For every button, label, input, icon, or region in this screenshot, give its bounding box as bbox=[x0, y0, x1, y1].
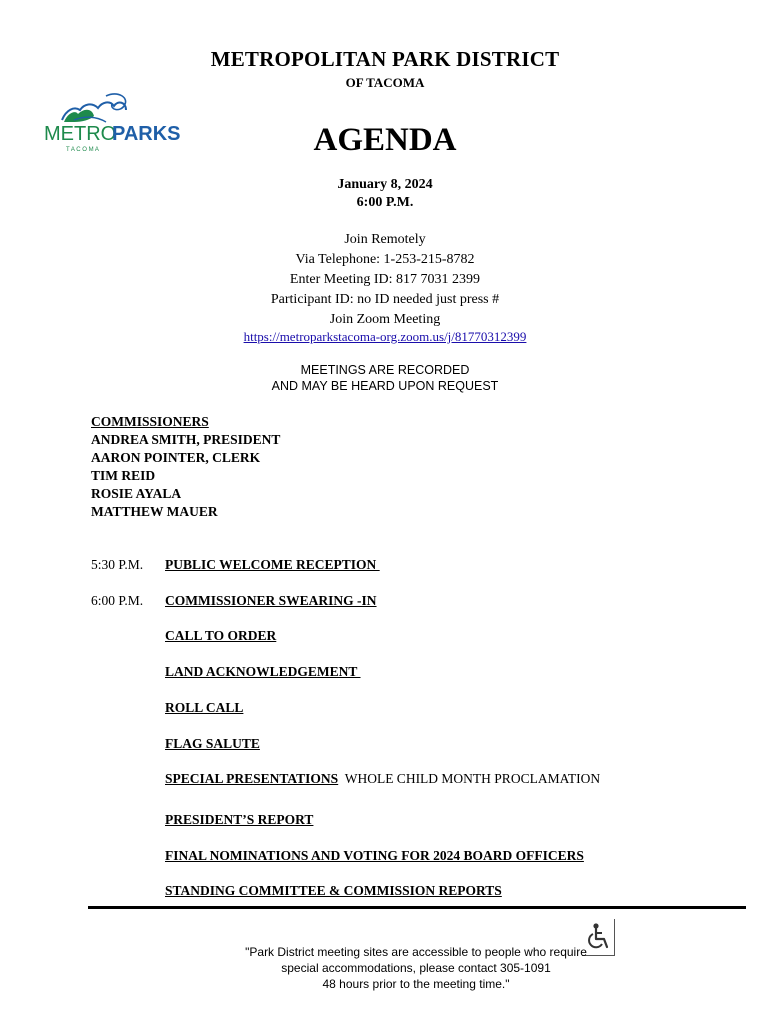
agenda-item-note: WHOLE CHILD MONTH PROCLAMATION bbox=[344, 771, 601, 786]
org-name: METROPOLITAN PARK DISTRICT bbox=[210, 47, 560, 71]
meeting-time: 6:00 P.M. bbox=[356, 195, 414, 210]
org-subtitle: OF TACOMA bbox=[345, 75, 425, 90]
commissioner-name: TIM REID bbox=[91, 468, 156, 483]
agenda-item: CALL TO ORDER bbox=[165, 628, 277, 643]
remote-line: Join Remotely bbox=[344, 232, 426, 247]
remote-line: Join Zoom Meeting bbox=[329, 312, 441, 327]
commissioner-name: ROSIE AYALA bbox=[91, 486, 182, 501]
commissioner-name: ANDREA SMITH, PRESIDENT bbox=[91, 432, 281, 447]
recording-notice-line: AND MAY BE HEARD UPON REQUEST bbox=[271, 379, 499, 393]
agenda-item: COMMISSIONER SWEARING -IN bbox=[165, 593, 377, 608]
agenda-item: LAND ACKNOWLEDGEMENT bbox=[165, 664, 361, 679]
commissioner-name: MATTHEW MAUER bbox=[91, 504, 218, 519]
agenda-item: FINAL NOMINATIONS AND VOTING FOR 2024 BOARD OFFICERS bbox=[165, 848, 584, 863]
zoom-link[interactable]: https://metroparkstacoma-org.zoom.us/j/81770312399 bbox=[243, 329, 527, 344]
agenda-item: PRESIDENT’S REPORT bbox=[165, 812, 314, 827]
logo-parks-text: PARKS bbox=[112, 123, 181, 145]
remote-line: Enter Meeting ID: 817 7031 2399 bbox=[289, 272, 481, 287]
agenda-item: STANDING COMMITTEE & COMMISSION REPORTS bbox=[165, 883, 502, 898]
commissioners-list bbox=[91, 413, 280, 521]
accessibility-notice-line: "Park District meeting sites are accessible to people who require bbox=[245, 945, 587, 959]
agenda-item: FLAG SALUTE bbox=[165, 736, 260, 751]
logo-metro-text: METRO bbox=[44, 123, 117, 145]
remote-join-info bbox=[0, 230, 770, 330]
special-presentations-row bbox=[165, 771, 600, 787]
page-title: AGENDA bbox=[313, 122, 457, 158]
agenda-item: SPECIAL PRESENTATIONS bbox=[165, 771, 339, 786]
meeting-date: January 8, 2024 bbox=[337, 177, 433, 192]
logo-tacoma-text: T A C O M A bbox=[66, 147, 99, 153]
accessibility-notice-line: special accommodations, please contact 305-1091 bbox=[281, 961, 551, 975]
recording-notice bbox=[0, 362, 770, 394]
remote-line: Via Telephone: 1-253-215-8782 bbox=[295, 252, 475, 267]
agenda-time: 6:00 P.M. bbox=[91, 593, 144, 608]
divider bbox=[88, 906, 746, 909]
recording-notice-line: MEETINGS ARE RECORDED bbox=[300, 363, 470, 377]
accessibility-notice-line: 48 hours prior to the meeting time." bbox=[322, 977, 510, 991]
accessibility-notice bbox=[210, 944, 622, 992]
remote-line: Participant ID: no ID needed just press # bbox=[270, 292, 500, 307]
agenda-item: ROLL CALL bbox=[165, 700, 244, 715]
agenda-item: PUBLIC WELCOME RECEPTION bbox=[165, 557, 380, 572]
commissioners-heading: COMMISSIONERS bbox=[91, 414, 209, 429]
commissioner-name: AARON POINTER, CLERK bbox=[91, 450, 261, 465]
agenda-time: 5:30 P.M. bbox=[91, 557, 144, 572]
